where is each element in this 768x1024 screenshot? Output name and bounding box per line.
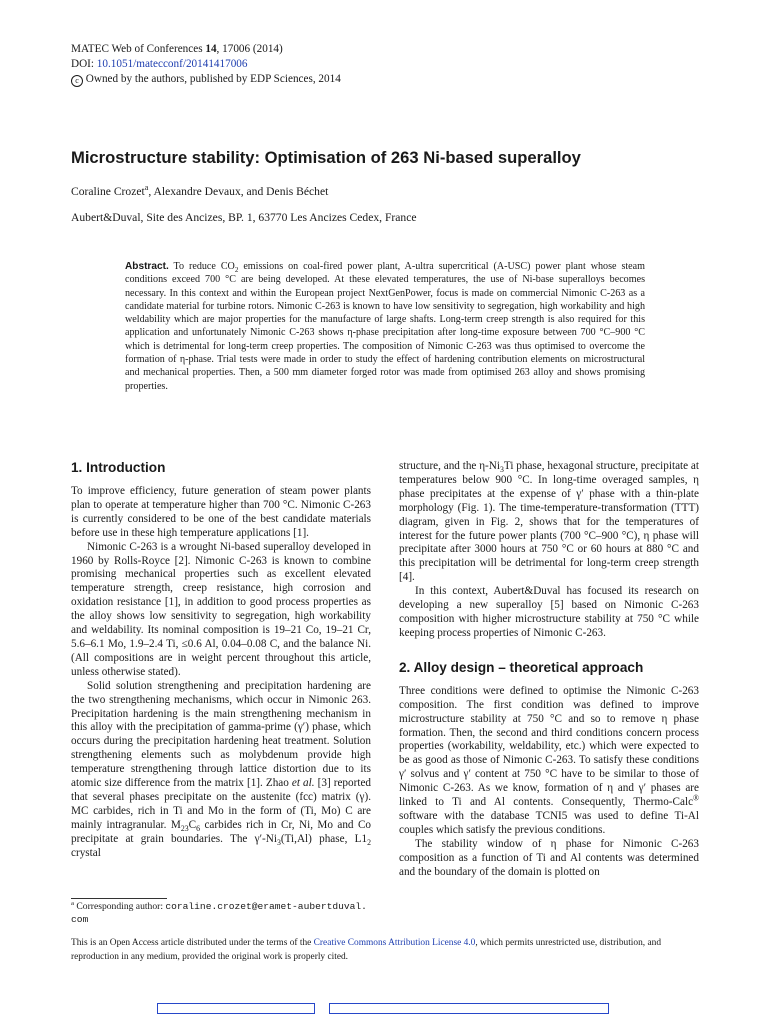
citation-link[interactable]: 3: [321, 777, 327, 790]
footnote-rule: [71, 898, 167, 899]
citation-link[interactable]: 2: [178, 554, 184, 567]
footnote: $^a$ Corresponding author: coraline.crozet@eramet-aubertduval.com: [71, 899, 367, 925]
paper-title: Microstructure stability: Optimisation of 263 Ni-based superalloy: [71, 148, 581, 167]
author-list: Coraline Crozet$^a$, Alexandre Devaux, and Denis Béchet: [71, 183, 329, 198]
journal-header: [71, 42, 341, 87]
figure-link[interactable]: 2: [514, 515, 521, 528]
paragraph: To improve efficiency, future generation of steam power plants plan to operate at temperature higher than 700 °C. Nimonic C-263 is currently considered to be one of the best candidate materials before use in these high temperature applications [1].: [71, 485, 371, 539]
copyright-icon: c: [71, 75, 83, 87]
citation-link[interactable]: 1: [250, 777, 257, 790]
paragraph: Solid solution strengthening and precipitation hardening are the two strengthening mechanisms, which occur in Nimonic 263. Precipitation hardening is the main strengthening mechanism in this alloy with the precipitation of gamma-prime (γ′) phase, which occurs during the precipitation hardening heat treatment. Solution strengthening elements such as molybdenum provide high temperature strengthening through lattice distortion due to its atomic size difference from the matrix [1]. Zhao et al. [3] reported that several phases precipitate on the austenite (fcc) matrix (γ). MC carbides, rich in Ti and Mo in the form of (Ti, Mo) C are mainly intragranular. $M_{23}C_6$ carbides rich in Cr, Ni, Mo and Co precipitate at grain boundaries. The $\gamma'-Ni_3(Ti,Al)$ phase, $L1_2$ crystal: [71, 679, 372, 859]
doi-line: DOI: 10.1051/matecconf/20141417006: [71, 58, 248, 70]
author-email: coraline.crozet@eramet-aubertduval.com: [71, 901, 367, 925]
paragraph: Nimonic C-263 is a wrought Ni-based superalloy developed in 1960 by Rolls-Royce [2]. Nimonic C-263 is known to combine promising mechanical properties such as excellent elevated temperature strength, creep resistance, high corrosion and oxidation resistance [1], in addition to good process properties as the alloy shows low sensitivity to segregation, high workability and weldability. Its nominal composition is 19–21 Co, 19–21 Cr, 5.6–6.1 Mo, 1.9–2.4 Ti, ≤0.6 Al, 0.04–0.08 C, and the balance Ni. (All compositions are in weight percent throughout this article, unless otherwise stated).: [71, 540, 371, 678]
right-column: [399, 460, 699, 879]
link-frame-left[interactable]: [157, 1003, 315, 1014]
citation-link[interactable]: 1: [296, 526, 303, 539]
paragraph: In this context, Aubert&Duval has focused its research on developing a new superalloy [5] based on Nimonic C-263 composition with higher microstructure stability at 750 °C while keeping process properties of Nimonic C-263.: [399, 585, 699, 639]
section-heading-introduction: 1. Introduction: [71, 460, 166, 475]
left-column: [71, 460, 371, 860]
citation-link[interactable]: 5: [554, 599, 560, 612]
citation-link[interactable]: 1: [168, 596, 175, 609]
author-footnote-mark: a: [144, 183, 149, 193]
paragraph: structure, and the $\eta-Ni_3Ti$ phase, hexagonal structure, precipitate at temperatures below 900 °C. In long-time overaged samples, η phase precipitates at the expense of γ′ phase with a thin-plate morphology (Fig. 1). The time-temperature-transformation (TTT) diagram, given in Fig. 2, shows that for the temperatures of interest for the future power plants (700 °C–900 °C), η phase will precipitate after 3000 hours at 750 °C or 60 hours at 880 °C and this precipitation will be detrimental for long-term creep strength [4].: [399, 460, 699, 584]
journal-volume: 14: [205, 43, 217, 55]
copyright-line: c Owned by the authors, published by EDP Sciences, 2014: [71, 72, 341, 87]
journal-citation: MATEC Web of Conferences 14, 17006 (2014): [71, 43, 283, 55]
link-frame-right[interactable]: [329, 1003, 609, 1014]
license-notice: This is an Open Access article distributed under the terms of the Creative Commons Attribution License 4.0, which permits unrestricted use, distribution, and reproduction in any medium, provided the original work is properly cited.: [71, 938, 662, 962]
paragraph: Three conditions were defined to optimise the Nimonic C-263 composition. The first condition was defined to improve microstructure stability at 750 °C and so to remove η phase formation. Then, the second and third conditions concern process properties (workability, weldability, etc.) which were expected to be as good as those of Nimonic C-263. To satisfy these conditions γ′ solvus and γ′ content at 750 °C have to be similar to those of Nimonic C-263. As we know, formation of η and γ′ phases are linked to Ti and Al contents. Consequently, Thermo-Calc® software with the database TCNI5 was used to define Ti-Al couples which satisfy the previous conditions.: [399, 684, 699, 836]
paragraph: The stability window of η phase for Nimonic C-263 composition as a function of Ti and Al contents was determined and the boundary of the domain is plotted on: [399, 837, 699, 878]
citation-link[interactable]: 4: [402, 571, 409, 584]
section-heading-alloy-design: 2. Alloy design – theoretical approach: [399, 659, 644, 675]
abstract: Abstract. To reduce $CO_2$ emissions on coal-fired power plant, A-ultra supercritical (A-USC) power plant whose steam conditions exceed 700 °C are being developed. At these elevated temperatures, the use of Ni-base superalloys becomes necessary. In this context and within the European project NextGenPower, focus is made on commercial Nimonic C-263 as a candidate material for turbine rotors. Nimonic C-263 is known to have low sensitivity to segregation, high workability and high weldability which are major properties for the manufacture of large shafts. Long-term creep strength is also required for this application and unfortunately Nimonic C-263 shows η-phase precipitation after long-time exposure between 700 °C–900 °C which is detrimental for long-term creep properties. The composition of Nimonic C-263 was thus optimised to overcome the formation of η-phase. Trial tests were made in order to study the effect of hardening contribution elements on microstructural and mechanical properties. Then, a 500 mm diameter forged rotor was made from optimised 263 alloy and shows promising properties.: [125, 261, 645, 392]
doi-link[interactable]: 10.1051/matecconf/20141417006: [96, 58, 248, 70]
figure-link[interactable]: 1: [483, 501, 489, 514]
affiliation: Aubert&Duval, Site des Ancizes, BP. 1, 63770 Les Ancizes Cedex, France: [71, 211, 417, 224]
abstract-label: Abstract.: [125, 261, 169, 272]
license-link[interactable]: Creative Commons Attribution License 4.0: [313, 938, 476, 948]
